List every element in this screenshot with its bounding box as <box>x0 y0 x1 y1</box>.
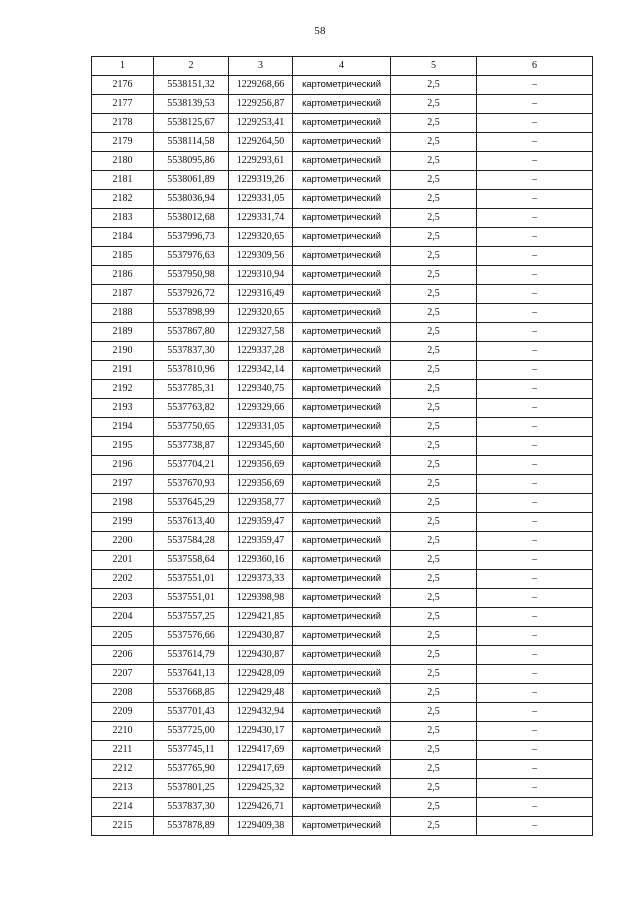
cell-accuracy: 2,5 <box>391 304 477 323</box>
cell-accuracy: 2,5 <box>391 342 477 361</box>
cell-point-number: 2192 <box>92 380 154 399</box>
cell-description: – <box>477 475 593 494</box>
header-col-6: 6 <box>477 57 593 76</box>
cell-accuracy: 2,5 <box>391 209 477 228</box>
table-row <box>92 342 593 361</box>
cell-coord-x: 5538114,58 <box>154 133 229 152</box>
cell-point-number: 2184 <box>92 228 154 247</box>
cell-coord-x: 5537668,85 <box>154 684 229 703</box>
table-row <box>92 608 593 627</box>
cell-method: картометрический <box>293 646 391 665</box>
cell-point-number: 2181 <box>92 171 154 190</box>
cell-method: картометрический <box>293 380 391 399</box>
cell-description: – <box>477 703 593 722</box>
cell-coord-y: 1229359,47 <box>229 513 293 532</box>
cell-description: – <box>477 266 593 285</box>
cell-coord-x: 5537950,98 <box>154 266 229 285</box>
table-row <box>92 665 593 684</box>
cell-point-number: 2214 <box>92 798 154 817</box>
table-row <box>92 760 593 779</box>
header-col-2: 2 <box>154 57 229 76</box>
cell-accuracy: 2,5 <box>391 627 477 646</box>
table-row <box>92 399 593 418</box>
table-row <box>92 703 593 722</box>
cell-description: – <box>477 798 593 817</box>
cell-description: – <box>477 570 593 589</box>
cell-coord-x: 5538012,68 <box>154 209 229 228</box>
coordinates-table <box>91 56 593 836</box>
cell-description: – <box>477 95 593 114</box>
cell-description: – <box>477 323 593 342</box>
cell-description: – <box>477 722 593 741</box>
cell-description: – <box>477 627 593 646</box>
table-row <box>92 570 593 589</box>
cell-accuracy: 2,5 <box>391 684 477 703</box>
cell-accuracy: 2,5 <box>391 76 477 95</box>
cell-method: картометрический <box>293 817 391 836</box>
cell-method: картометрический <box>293 361 391 380</box>
cell-coord-y: 1229327,58 <box>229 323 293 342</box>
cell-accuracy: 2,5 <box>391 589 477 608</box>
cell-description: – <box>477 456 593 475</box>
cell-coord-x: 5538125,67 <box>154 114 229 133</box>
cell-coord-x: 5537738,87 <box>154 437 229 456</box>
cell-point-number: 2213 <box>92 779 154 798</box>
cell-description: – <box>477 76 593 95</box>
cell-point-number: 2206 <box>92 646 154 665</box>
cell-point-number: 2200 <box>92 532 154 551</box>
cell-method: картометрический <box>293 247 391 266</box>
cell-point-number: 2207 <box>92 665 154 684</box>
cell-description: – <box>477 304 593 323</box>
cell-point-number: 2187 <box>92 285 154 304</box>
table-row <box>92 266 593 285</box>
cell-point-number: 2203 <box>92 589 154 608</box>
cell-description: – <box>477 551 593 570</box>
cell-method: картометрический <box>293 760 391 779</box>
cell-coord-y: 1229359,47 <box>229 532 293 551</box>
table-row <box>92 589 593 608</box>
cell-coord-y: 1229360,16 <box>229 551 293 570</box>
cell-accuracy: 2,5 <box>391 722 477 741</box>
cell-coord-x: 5537613,40 <box>154 513 229 532</box>
cell-point-number: 2183 <box>92 209 154 228</box>
cell-method: картометрический <box>293 114 391 133</box>
cell-method: картометрический <box>293 209 391 228</box>
cell-method: картометрический <box>293 95 391 114</box>
cell-coord-x: 5537551,01 <box>154 570 229 589</box>
cell-accuracy: 2,5 <box>391 703 477 722</box>
cell-method: картометрический <box>293 266 391 285</box>
cell-description: – <box>477 684 593 703</box>
cell-method: картометрический <box>293 418 391 437</box>
cell-accuracy: 2,5 <box>391 380 477 399</box>
cell-point-number: 2186 <box>92 266 154 285</box>
cell-accuracy: 2,5 <box>391 399 477 418</box>
cell-method: картометрический <box>293 285 391 304</box>
cell-coord-x: 5537878,89 <box>154 817 229 836</box>
cell-method: картометрический <box>293 570 391 589</box>
cell-coord-x: 5537837,30 <box>154 798 229 817</box>
cell-method: картометрический <box>293 152 391 171</box>
cell-coord-y: 1229398,98 <box>229 589 293 608</box>
cell-coord-y: 1229421,85 <box>229 608 293 627</box>
cell-accuracy: 2,5 <box>391 817 477 836</box>
cell-coord-y: 1229331,74 <box>229 209 293 228</box>
cell-accuracy: 2,5 <box>391 532 477 551</box>
table-row <box>92 76 593 95</box>
cell-accuracy: 2,5 <box>391 646 477 665</box>
cell-accuracy: 2,5 <box>391 190 477 209</box>
cell-coord-x: 5537584,28 <box>154 532 229 551</box>
cell-coord-x: 5538139,53 <box>154 95 229 114</box>
cell-point-number: 2199 <box>92 513 154 532</box>
header-col-4: 4 <box>293 57 391 76</box>
cell-accuracy: 2,5 <box>391 513 477 532</box>
cell-coord-y: 1229356,69 <box>229 475 293 494</box>
cell-coord-x: 5538061,89 <box>154 171 229 190</box>
table-row <box>92 817 593 836</box>
cell-description: – <box>477 152 593 171</box>
cell-coord-y: 1229342,14 <box>229 361 293 380</box>
cell-coord-x: 5537645,29 <box>154 494 229 513</box>
cell-point-number: 2215 <box>92 817 154 836</box>
cell-method: картометрический <box>293 703 391 722</box>
cell-description: – <box>477 285 593 304</box>
cell-coord-x: 5537614,79 <box>154 646 229 665</box>
cell-description: – <box>477 494 593 513</box>
cell-accuracy: 2,5 <box>391 798 477 817</box>
cell-method: картометрический <box>293 304 391 323</box>
table-row <box>92 304 593 323</box>
cell-method: картометрический <box>293 608 391 627</box>
cell-method: картометрический <box>293 342 391 361</box>
cell-coord-y: 1229430,17 <box>229 722 293 741</box>
cell-description: – <box>477 437 593 456</box>
cell-coord-y: 1229256,87 <box>229 95 293 114</box>
table-row <box>92 532 593 551</box>
cell-point-number: 2180 <box>92 152 154 171</box>
cell-coord-y: 1229429,48 <box>229 684 293 703</box>
cell-accuracy: 2,5 <box>391 475 477 494</box>
cell-method: картометрический <box>293 133 391 152</box>
cell-coord-y: 1229320,65 <box>229 228 293 247</box>
cell-point-number: 2194 <box>92 418 154 437</box>
cell-accuracy: 2,5 <box>391 456 477 475</box>
cell-point-number: 2178 <box>92 114 154 133</box>
cell-point-number: 2210 <box>92 722 154 741</box>
cell-coord-x: 5537750,65 <box>154 418 229 437</box>
cell-accuracy: 2,5 <box>391 361 477 380</box>
cell-coord-y: 1229316,49 <box>229 285 293 304</box>
cell-method: картометрический <box>293 779 391 798</box>
cell-coord-x: 5537837,30 <box>154 342 229 361</box>
cell-point-number: 2196 <box>92 456 154 475</box>
table-row <box>92 114 593 133</box>
cell-coord-x: 5537576,66 <box>154 627 229 646</box>
cell-coord-x: 5537926,72 <box>154 285 229 304</box>
cell-method: картометрический <box>293 323 391 342</box>
table-row <box>92 456 593 475</box>
cell-accuracy: 2,5 <box>391 247 477 266</box>
cell-coord-x: 5537801,25 <box>154 779 229 798</box>
cell-coord-x: 5537763,82 <box>154 399 229 418</box>
cell-point-number: 2193 <box>92 399 154 418</box>
cell-point-number: 2191 <box>92 361 154 380</box>
cell-method: картометрический <box>293 475 391 494</box>
cell-point-number: 2185 <box>92 247 154 266</box>
cell-method: картометрический <box>293 171 391 190</box>
cell-coord-y: 1229345,60 <box>229 437 293 456</box>
cell-accuracy: 2,5 <box>391 570 477 589</box>
cell-method: картометрический <box>293 684 391 703</box>
table-row <box>92 779 593 798</box>
table-row <box>92 513 593 532</box>
cell-coord-y: 1229373,33 <box>229 570 293 589</box>
cell-method: картометрический <box>293 513 391 532</box>
cell-point-number: 2190 <box>92 342 154 361</box>
cell-description: – <box>477 247 593 266</box>
cell-coord-x: 5537725,00 <box>154 722 229 741</box>
cell-point-number: 2177 <box>92 95 154 114</box>
table-row <box>92 551 593 570</box>
table-row <box>92 646 593 665</box>
cell-accuracy: 2,5 <box>391 171 477 190</box>
cell-coord-x: 5538151,32 <box>154 76 229 95</box>
cell-point-number: 2202 <box>92 570 154 589</box>
cell-description: – <box>477 399 593 418</box>
header-col-5: 5 <box>391 57 477 76</box>
cell-description: – <box>477 190 593 209</box>
cell-coord-x: 5537701,43 <box>154 703 229 722</box>
cell-accuracy: 2,5 <box>391 608 477 627</box>
cell-description: – <box>477 817 593 836</box>
cell-method: картометрический <box>293 76 391 95</box>
cell-accuracy: 2,5 <box>391 418 477 437</box>
table-row <box>92 798 593 817</box>
table-header-row <box>92 57 593 76</box>
cell-method: картометрический <box>293 494 391 513</box>
table-row <box>92 361 593 380</box>
cell-coord-x: 5537996,73 <box>154 228 229 247</box>
cell-coord-y: 1229417,69 <box>229 741 293 760</box>
cell-point-number: 2189 <box>92 323 154 342</box>
cell-accuracy: 2,5 <box>391 665 477 684</box>
cell-coord-x: 5537670,93 <box>154 475 229 494</box>
header-col-3: 3 <box>229 57 293 76</box>
table-row <box>92 190 593 209</box>
cell-method: картометрический <box>293 589 391 608</box>
cell-description: – <box>477 589 593 608</box>
cell-point-number: 2179 <box>92 133 154 152</box>
table-row <box>92 684 593 703</box>
cell-coord-x: 5537558,64 <box>154 551 229 570</box>
cell-coord-x: 5537641,13 <box>154 665 229 684</box>
cell-point-number: 2204 <box>92 608 154 627</box>
table-row <box>92 741 593 760</box>
cell-coord-y: 1229329,66 <box>229 399 293 418</box>
cell-description: – <box>477 418 593 437</box>
cell-description: – <box>477 361 593 380</box>
table-row <box>92 627 593 646</box>
cell-accuracy: 2,5 <box>391 760 477 779</box>
page-number: 58 <box>314 25 326 37</box>
cell-method: картометрический <box>293 228 391 247</box>
cell-accuracy: 2,5 <box>391 133 477 152</box>
cell-coord-y: 1229264,50 <box>229 133 293 152</box>
cell-coord-y: 1229320,65 <box>229 304 293 323</box>
table-row <box>92 228 593 247</box>
cell-method: картометрический <box>293 627 391 646</box>
cell-coord-y: 1229425,32 <box>229 779 293 798</box>
cell-coord-y: 1229331,05 <box>229 190 293 209</box>
cell-point-number: 2176 <box>92 76 154 95</box>
cell-point-number: 2208 <box>92 684 154 703</box>
cell-coord-y: 1229430,87 <box>229 646 293 665</box>
cell-description: – <box>477 209 593 228</box>
cell-description: – <box>477 779 593 798</box>
cell-accuracy: 2,5 <box>391 741 477 760</box>
cell-coord-y: 1229430,87 <box>229 627 293 646</box>
cell-coord-x: 5538036,94 <box>154 190 229 209</box>
cell-coord-y: 1229309,56 <box>229 247 293 266</box>
table-row <box>92 133 593 152</box>
cell-description: – <box>477 228 593 247</box>
cell-coord-x: 5537785,31 <box>154 380 229 399</box>
cell-point-number: 2201 <box>92 551 154 570</box>
cell-accuracy: 2,5 <box>391 266 477 285</box>
cell-coord-y: 1229358,77 <box>229 494 293 513</box>
cell-coord-x: 5537704,21 <box>154 456 229 475</box>
table-row <box>92 323 593 342</box>
cell-description: – <box>477 171 593 190</box>
cell-point-number: 2197 <box>92 475 154 494</box>
cell-description: – <box>477 608 593 627</box>
cell-coord-y: 1229253,41 <box>229 114 293 133</box>
cell-coord-y: 1229417,69 <box>229 760 293 779</box>
cell-method: картометрический <box>293 741 391 760</box>
table-row <box>92 247 593 266</box>
table-row <box>92 209 593 228</box>
cell-description: – <box>477 513 593 532</box>
cell-coord-y: 1229409,38 <box>229 817 293 836</box>
cell-accuracy: 2,5 <box>391 551 477 570</box>
table-row <box>92 95 593 114</box>
cell-accuracy: 2,5 <box>391 152 477 171</box>
cell-coord-x: 5537810,96 <box>154 361 229 380</box>
cell-coord-y: 1229426,71 <box>229 798 293 817</box>
cell-accuracy: 2,5 <box>391 228 477 247</box>
cell-accuracy: 2,5 <box>391 323 477 342</box>
cell-method: картометрический <box>293 190 391 209</box>
cell-coord-y: 1229331,05 <box>229 418 293 437</box>
header-col-1: 1 <box>92 57 154 76</box>
cell-method: картометрический <box>293 399 391 418</box>
cell-coord-y: 1229310,94 <box>229 266 293 285</box>
cell-method: картометрический <box>293 665 391 684</box>
cell-description: – <box>477 646 593 665</box>
table-row <box>92 494 593 513</box>
table-row <box>92 285 593 304</box>
cell-accuracy: 2,5 <box>391 494 477 513</box>
cell-description: – <box>477 114 593 133</box>
cell-point-number: 2211 <box>92 741 154 760</box>
cell-method: картометрический <box>293 798 391 817</box>
cell-description: – <box>477 380 593 399</box>
cell-method: картометрический <box>293 437 391 456</box>
cell-coord-y: 1229319,26 <box>229 171 293 190</box>
cell-coord-x: 5537976,63 <box>154 247 229 266</box>
cell-coord-x: 5537557,25 <box>154 608 229 627</box>
cell-point-number: 2212 <box>92 760 154 779</box>
cell-point-number: 2198 <box>92 494 154 513</box>
cell-coord-y: 1229337,28 <box>229 342 293 361</box>
cell-description: – <box>477 665 593 684</box>
cell-point-number: 2182 <box>92 190 154 209</box>
cell-coord-x: 5537745,11 <box>154 741 229 760</box>
table-row <box>92 475 593 494</box>
cell-coord-x: 5537867,80 <box>154 323 229 342</box>
cell-method: картометрический <box>293 722 391 741</box>
cell-accuracy: 2,5 <box>391 95 477 114</box>
table-row <box>92 437 593 456</box>
cell-coord-x: 5537551,01 <box>154 589 229 608</box>
table-row <box>92 152 593 171</box>
cell-point-number: 2205 <box>92 627 154 646</box>
cell-coord-x: 5538095,86 <box>154 152 229 171</box>
cell-coord-x: 5537765,90 <box>154 760 229 779</box>
cell-description: – <box>477 532 593 551</box>
table-row <box>92 380 593 399</box>
table-row <box>92 418 593 437</box>
cell-point-number: 2209 <box>92 703 154 722</box>
cell-description: – <box>477 741 593 760</box>
cell-coord-y: 1229293,61 <box>229 152 293 171</box>
cell-method: картометрический <box>293 456 391 475</box>
cell-point-number: 2195 <box>92 437 154 456</box>
cell-coord-y: 1229428,09 <box>229 665 293 684</box>
cell-method: картометрический <box>293 551 391 570</box>
table-row <box>92 722 593 741</box>
cell-method: картометрический <box>293 532 391 551</box>
cell-description: – <box>477 760 593 779</box>
cell-accuracy: 2,5 <box>391 114 477 133</box>
cell-coord-y: 1229356,69 <box>229 456 293 475</box>
cell-description: – <box>477 342 593 361</box>
cell-coord-y: 1229340,75 <box>229 380 293 399</box>
cell-accuracy: 2,5 <box>391 437 477 456</box>
cell-coord-x: 5537898,99 <box>154 304 229 323</box>
table-row <box>92 171 593 190</box>
table-body <box>92 76 593 836</box>
cell-accuracy: 2,5 <box>391 779 477 798</box>
cell-point-number: 2188 <box>92 304 154 323</box>
cell-coord-y: 1229432,94 <box>229 703 293 722</box>
cell-accuracy: 2,5 <box>391 285 477 304</box>
cell-description: – <box>477 133 593 152</box>
cell-coord-y: 1229268,66 <box>229 76 293 95</box>
